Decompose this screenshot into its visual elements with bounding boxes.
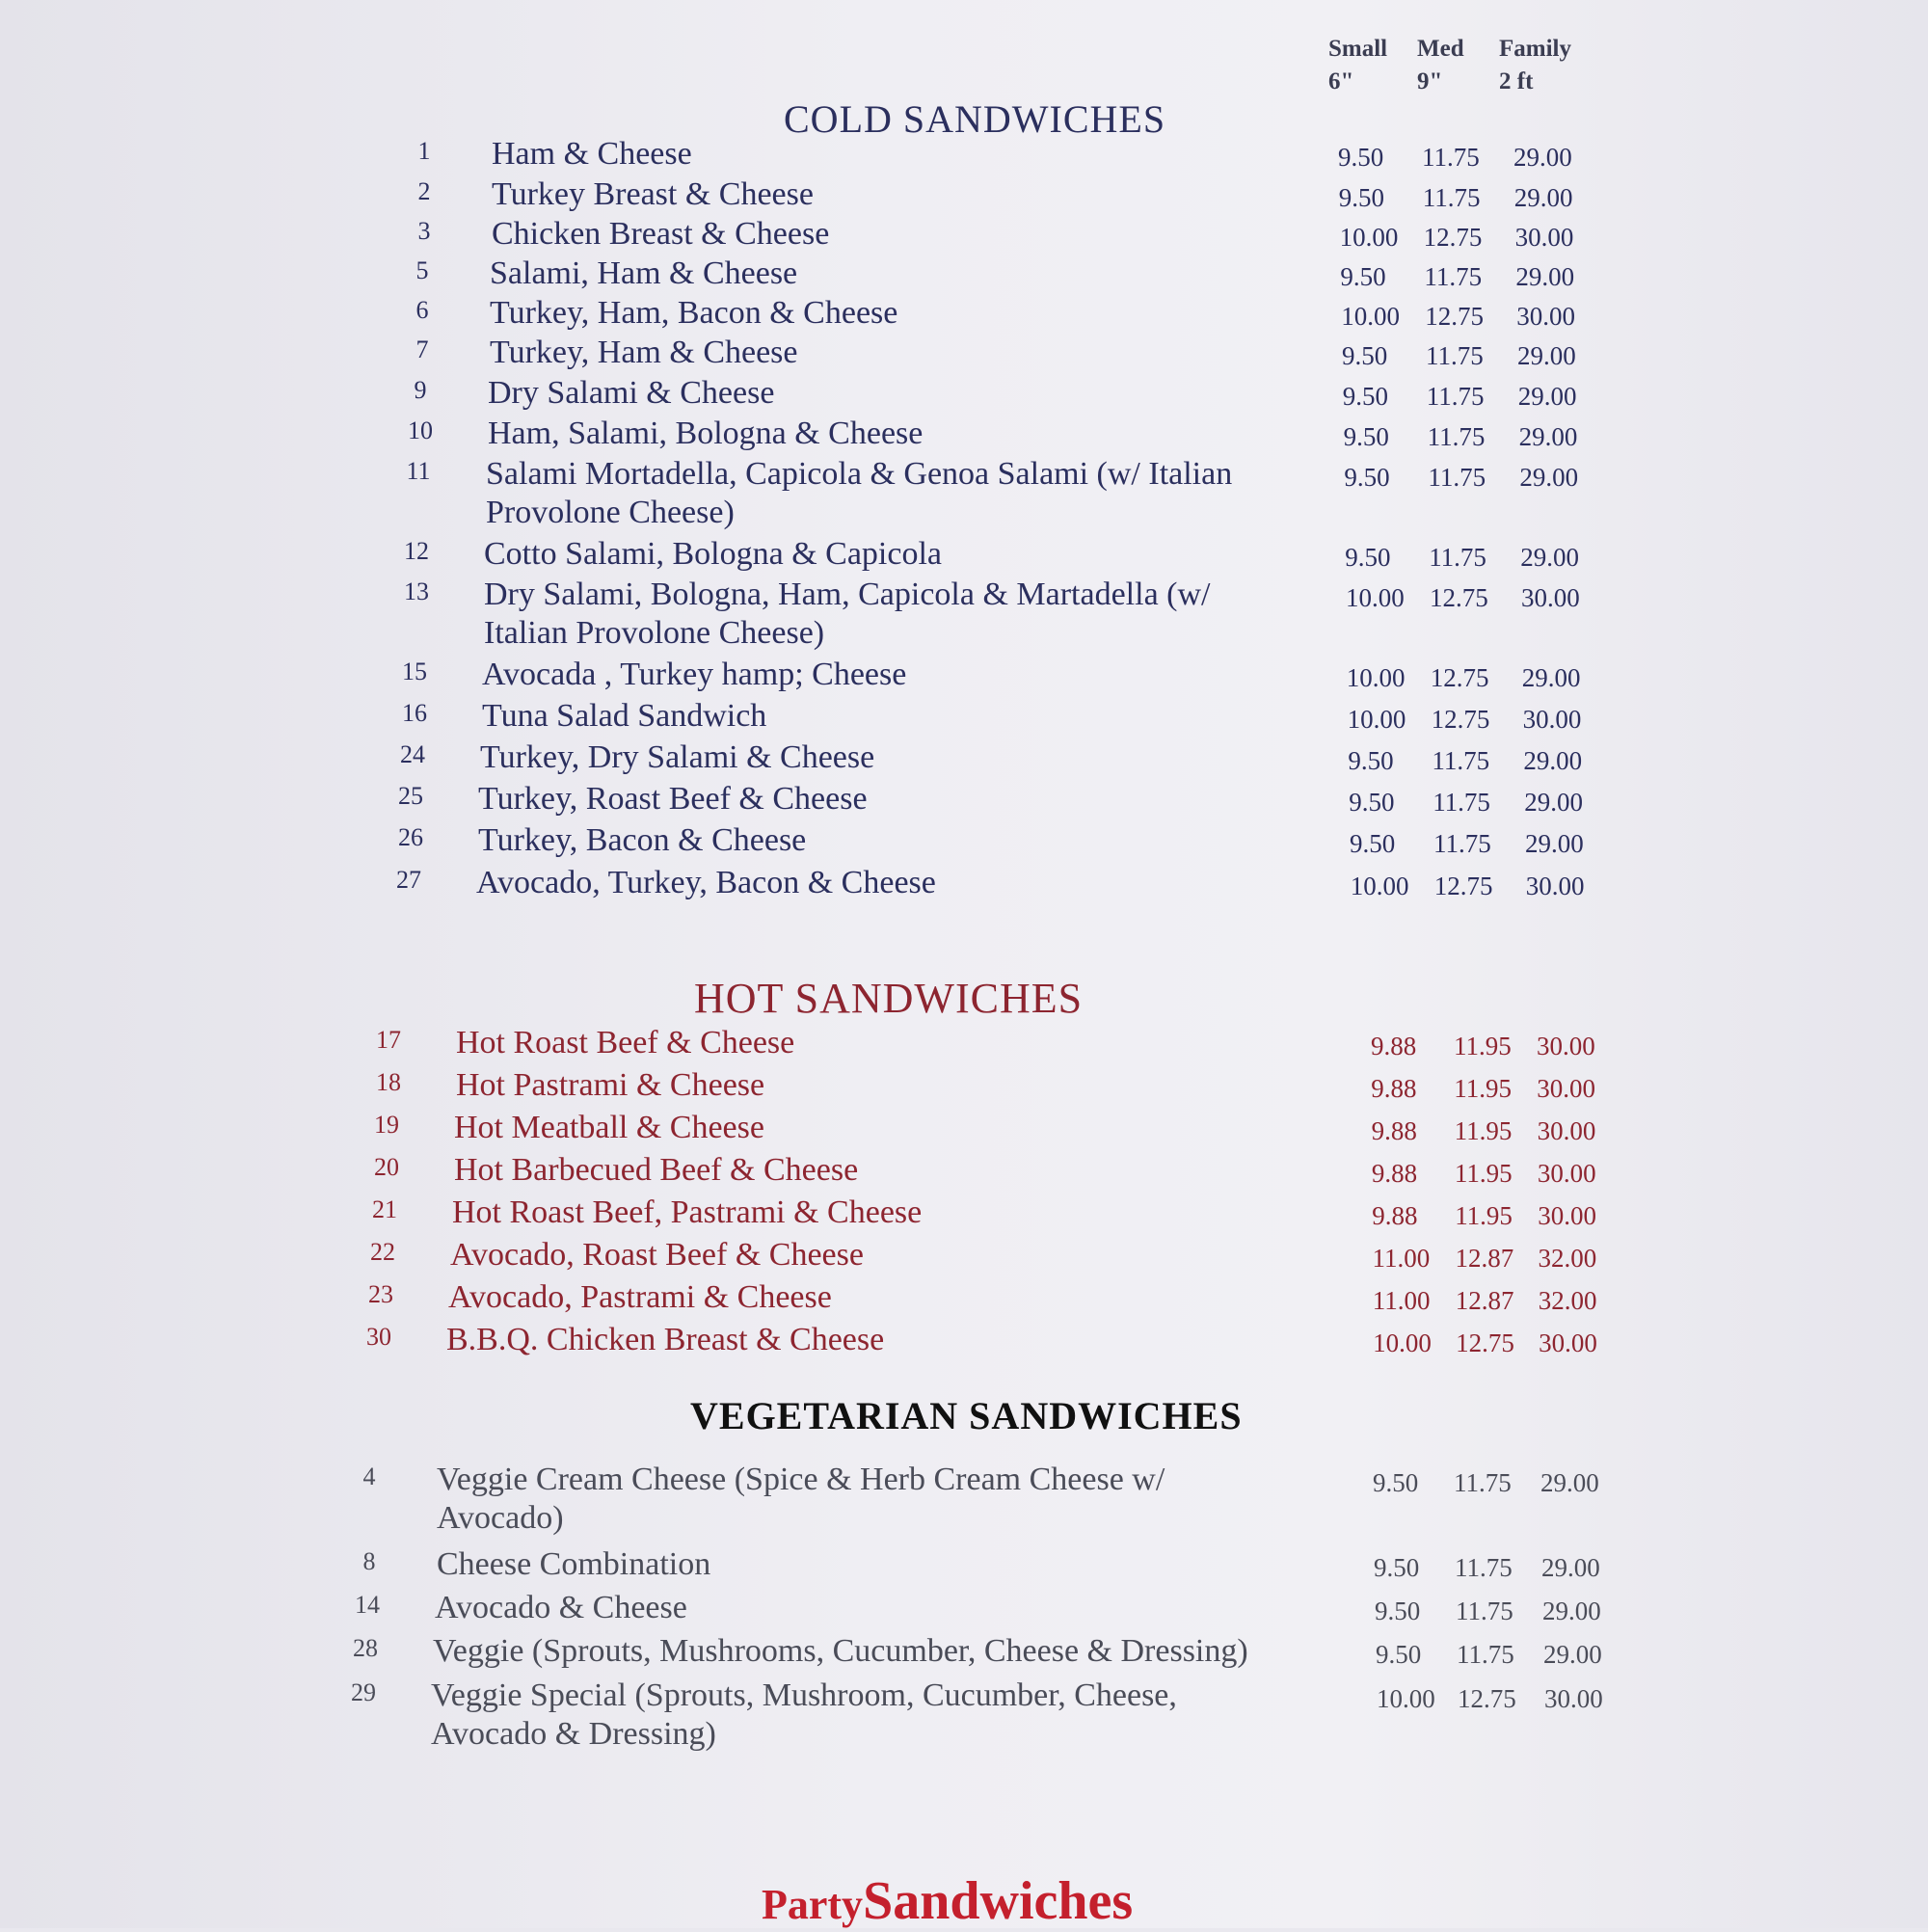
small-price: 9.88 xyxy=(1371,1116,1417,1145)
size-header-family xyxy=(1499,33,1571,98)
item-name-line: Chicken Breast & Cheese xyxy=(492,216,830,252)
family-price: 29.00 xyxy=(1520,543,1579,572)
item-name xyxy=(492,135,692,174)
item-name-line: Veggie (Sprouts, Mushrooms, Cucumber, Cheese & Dressing) xyxy=(433,1633,1248,1669)
small-price: 9.50 xyxy=(1345,543,1391,572)
family-price: 30.00 xyxy=(1516,302,1575,331)
med-price: 11.75 xyxy=(1432,746,1490,775)
item-name xyxy=(433,1632,1248,1671)
family-price: 30.00 xyxy=(1514,223,1574,252)
item-name xyxy=(482,697,766,736)
item-number: 22 xyxy=(370,1238,395,1266)
family-price: 29.00 xyxy=(1513,143,1572,172)
item-name xyxy=(476,864,936,902)
med-price: 12.75 xyxy=(1425,302,1484,331)
menu-item-row xyxy=(397,535,1639,576)
small-price: 10.00 xyxy=(1373,1328,1432,1357)
med-price: 11.95 xyxy=(1455,1201,1513,1230)
med-price: 12.75 xyxy=(1433,872,1493,900)
size-name: Family xyxy=(1499,36,1571,62)
item-name-line: Turkey, Bacon & Cheese xyxy=(478,822,807,858)
item-name xyxy=(484,535,942,574)
item-name xyxy=(492,175,814,214)
med-price: 12.75 xyxy=(1431,705,1490,734)
item-name-line: Salami Mortadella, Capicola & Genoa Salami (w/ Italian xyxy=(486,456,1233,492)
item-number: 18 xyxy=(376,1068,401,1096)
menu-item-row xyxy=(389,864,1639,904)
sandwiches-word: Sandwiches xyxy=(863,1871,1134,1931)
item-name xyxy=(478,821,806,860)
item-number: 11 xyxy=(406,457,431,485)
small-price: 11.00 xyxy=(1372,1244,1431,1273)
small-price: 10.00 xyxy=(1341,302,1400,331)
menu-item-row xyxy=(365,1194,1639,1234)
item-number: 24 xyxy=(400,740,425,768)
menu-item-row xyxy=(363,1236,1639,1276)
item-number: 21 xyxy=(372,1195,397,1223)
size-value: 2 ft xyxy=(1499,68,1534,94)
item-number: 3 xyxy=(417,217,431,245)
med-price: 11.75 xyxy=(1433,829,1491,858)
item-name-line: Cotto Salami, Bologna & Capicola xyxy=(484,536,943,572)
item-name-line: Salami, Ham & Cheese xyxy=(490,255,798,291)
menu-item-row xyxy=(391,821,1639,862)
item-name-line: Avocado & Cheese xyxy=(435,1590,687,1625)
item-number: 1 xyxy=(417,137,431,165)
menu-item-row xyxy=(399,455,1639,530)
party-sandwiches-heading xyxy=(762,1870,1133,1932)
item-name-line: Turkey Breast & Cheese xyxy=(492,176,814,212)
family-price: 30.00 xyxy=(1537,1159,1596,1188)
menu-item-row xyxy=(348,1589,1639,1629)
family-price: 30.00 xyxy=(1538,1201,1596,1230)
med-price: 11.75 xyxy=(1424,262,1483,291)
item-number: 7 xyxy=(415,335,429,363)
item-name-line: Dry Salami & Cheese xyxy=(488,375,775,411)
med-price: 11.75 xyxy=(1428,463,1486,492)
size-value: 6" xyxy=(1328,68,1354,94)
family-price: 29.00 xyxy=(1517,341,1576,370)
family-price: 30.00 xyxy=(1537,1116,1596,1145)
item-name xyxy=(454,1109,764,1147)
med-price: 12.75 xyxy=(1456,1328,1514,1357)
menu-item-row xyxy=(393,738,1639,779)
family-price: 30.00 xyxy=(1521,583,1580,612)
menu-item-row xyxy=(369,1024,1639,1064)
item-name-line: Cheese Combination xyxy=(437,1546,711,1582)
med-price: 11.75 xyxy=(1426,382,1485,411)
item-name xyxy=(482,656,906,694)
med-price: 11.95 xyxy=(1454,1032,1512,1060)
item-name-line: Avocada , Turkey hamp; Cheese xyxy=(482,657,907,692)
item-number: 14 xyxy=(355,1591,380,1619)
menu-item-row xyxy=(405,215,1639,255)
item-name xyxy=(478,780,868,818)
item-name xyxy=(480,738,874,777)
small-price: 9.50 xyxy=(1342,341,1388,370)
item-name xyxy=(456,1024,794,1062)
size-header-med xyxy=(1417,33,1464,98)
item-name-line: Provolone Cheese) xyxy=(486,495,735,530)
small-price: 9.88 xyxy=(1371,1032,1417,1060)
item-name-line: Avocado, Turkey, Bacon & Cheese xyxy=(476,865,936,900)
small-price: 11.00 xyxy=(1372,1286,1431,1315)
med-price: 11.95 xyxy=(1454,1074,1513,1103)
item-name-line: Italian Provolone Cheese) xyxy=(484,615,825,651)
menu-item-row xyxy=(395,656,1639,696)
item-name-line: Hot Meatball & Cheese xyxy=(454,1110,764,1145)
med-price: 11.95 xyxy=(1454,1159,1513,1188)
item-name xyxy=(450,1236,864,1275)
cold-section-title: COLD SANDWICHES xyxy=(784,97,1166,141)
item-name xyxy=(456,1066,764,1105)
med-price: 12.87 xyxy=(1455,1286,1514,1315)
item-name xyxy=(446,1321,884,1359)
menu-item-row xyxy=(397,576,1639,651)
vegetarian-section-title: VEGETARIAN SANDWICHES xyxy=(690,1394,1243,1437)
med-price: 11.75 xyxy=(1422,183,1481,212)
menu-item-row xyxy=(367,1151,1639,1192)
family-price: 29.00 xyxy=(1517,382,1577,411)
item-number: 5 xyxy=(415,256,429,284)
med-price: 11.75 xyxy=(1433,788,1490,817)
family-price: 29.00 xyxy=(1543,1640,1602,1669)
item-name-line: Turkey, Ham & Cheese xyxy=(490,335,798,370)
item-name-line: Turkey, Roast Beef & Cheese xyxy=(478,781,868,817)
family-price: 29.00 xyxy=(1521,663,1581,692)
item-name-line: Avocado, Roast Beef & Cheese xyxy=(450,1237,864,1273)
small-price: 9.88 xyxy=(1371,1159,1418,1188)
item-number: 26 xyxy=(398,823,423,851)
menu-item-row xyxy=(346,1632,1639,1673)
item-name xyxy=(454,1151,858,1190)
item-number: 19 xyxy=(374,1111,399,1139)
small-price: 9.88 xyxy=(1372,1201,1418,1230)
size-name: Med xyxy=(1417,36,1464,62)
med-price: 11.75 xyxy=(1457,1640,1514,1669)
item-number: 9 xyxy=(414,376,427,404)
family-price: 30.00 xyxy=(1539,1328,1597,1357)
family-price: 32.00 xyxy=(1538,1244,1597,1273)
small-price: 9.50 xyxy=(1344,463,1390,492)
hot-section-title: HOT SANDWICHES xyxy=(694,975,1084,1022)
family-price: 29.00 xyxy=(1515,262,1575,291)
small-price: 9.50 xyxy=(1374,1553,1420,1582)
family-price: 30.00 xyxy=(1522,705,1582,734)
size-name: Small xyxy=(1328,36,1388,62)
item-number: 10 xyxy=(408,416,433,444)
item-name xyxy=(488,415,923,453)
item-name xyxy=(437,1545,710,1584)
item-name xyxy=(448,1278,832,1317)
menu-item-row xyxy=(362,1278,1639,1319)
item-name-line: B.B.Q. Chicken Breast & Cheese xyxy=(446,1322,885,1357)
med-price: 12.87 xyxy=(1455,1244,1514,1273)
item-number: 6 xyxy=(415,296,429,324)
item-name xyxy=(431,1677,1177,1754)
item-number: 28 xyxy=(353,1634,378,1662)
menu-item-row xyxy=(344,1677,1639,1752)
small-price: 10.00 xyxy=(1346,583,1405,612)
item-name xyxy=(490,255,797,293)
size-header-small xyxy=(1328,33,1387,98)
family-price: 30.00 xyxy=(1537,1032,1595,1060)
med-price: 12.75 xyxy=(1430,583,1488,612)
family-price: 29.00 xyxy=(1513,183,1573,212)
family-price: 29.00 xyxy=(1540,1468,1599,1497)
item-number: 20 xyxy=(374,1153,399,1181)
family-price: 29.00 xyxy=(1541,1553,1600,1582)
family-price: 29.00 xyxy=(1524,788,1583,817)
family-price: 32.00 xyxy=(1538,1286,1597,1315)
menu-item-row xyxy=(395,697,1639,738)
med-price: 11.75 xyxy=(1422,143,1480,172)
menu-item-row xyxy=(350,1545,1639,1586)
menu-item-row xyxy=(403,294,1639,335)
small-price: 9.88 xyxy=(1371,1074,1417,1103)
item-name-line: Hot Roast Beef, Pastrami & Cheese xyxy=(452,1194,923,1230)
small-price: 10.00 xyxy=(1346,663,1406,692)
item-number: 4 xyxy=(362,1462,376,1490)
item-name-line: Hot Roast Beef & Cheese xyxy=(456,1025,795,1060)
small-price: 9.50 xyxy=(1342,382,1389,411)
item-number: 30 xyxy=(366,1323,391,1351)
party-word: Party xyxy=(762,1881,864,1928)
item-number: 2 xyxy=(417,177,431,205)
small-price: 9.50 xyxy=(1373,1468,1419,1497)
size-value: 9" xyxy=(1417,68,1443,94)
item-name-line: Veggie Cream Cheese (Spice & Herb Cream Cheese w/ xyxy=(437,1462,1165,1497)
item-name-line: Dry Salami, Bologna, Ham, Capicola & Martadella (w/ xyxy=(484,577,1211,612)
item-name xyxy=(437,1461,1165,1538)
item-name-line: Ham & Cheese xyxy=(492,136,692,172)
item-name xyxy=(490,294,897,333)
item-name-line: Hot Barbecued Beef & Cheese xyxy=(454,1152,859,1188)
med-price: 11.75 xyxy=(1427,422,1486,451)
item-name-line: Avocado) xyxy=(437,1500,564,1536)
med-price: 12.75 xyxy=(1430,663,1489,692)
item-name xyxy=(492,215,829,254)
item-name xyxy=(452,1194,922,1232)
small-price: 10.00 xyxy=(1377,1684,1435,1713)
item-number: 17 xyxy=(376,1026,401,1054)
small-price: 9.50 xyxy=(1338,183,1385,212)
item-name xyxy=(435,1589,687,1627)
family-price: 30.00 xyxy=(1525,872,1585,900)
med-price: 11.75 xyxy=(1456,1597,1513,1625)
small-price: 9.50 xyxy=(1343,422,1389,451)
small-price: 9.50 xyxy=(1375,1597,1421,1625)
menu-item-row xyxy=(360,1321,1639,1361)
menu-item-row xyxy=(369,1066,1639,1107)
small-price: 10.00 xyxy=(1350,872,1409,900)
family-price: 29.00 xyxy=(1519,463,1579,492)
family-price: 29.00 xyxy=(1525,829,1584,858)
item-name-line: Avocado, Pastrami & Cheese xyxy=(448,1279,832,1315)
small-price: 9.50 xyxy=(1376,1640,1422,1669)
item-number: 29 xyxy=(351,1678,376,1706)
item-name xyxy=(488,374,774,413)
family-price: 30.00 xyxy=(1544,1684,1603,1713)
med-price: 12.75 xyxy=(1423,223,1483,252)
item-name xyxy=(490,334,798,372)
family-price: 29.00 xyxy=(1523,746,1583,775)
small-price: 9.50 xyxy=(1349,788,1395,817)
item-number: 25 xyxy=(398,782,423,810)
family-price: 30.00 xyxy=(1537,1074,1596,1103)
item-number: 27 xyxy=(396,866,421,894)
item-number: 15 xyxy=(402,657,427,685)
menu-item-row xyxy=(405,135,1639,175)
item-name-line: Hot Pastrami & Cheese xyxy=(456,1067,765,1103)
item-name-line: Ham, Salami, Bologna & Cheese xyxy=(488,416,924,451)
menu-item-row xyxy=(405,175,1639,216)
med-price: 11.95 xyxy=(1454,1116,1513,1145)
med-price: 11.75 xyxy=(1455,1553,1513,1582)
menu-item-row xyxy=(403,334,1639,374)
family-price: 29.00 xyxy=(1518,422,1578,451)
menu-item-row xyxy=(403,255,1639,295)
item-number: 8 xyxy=(362,1547,376,1575)
item-number: 12 xyxy=(404,537,429,565)
menu-item-row xyxy=(391,780,1639,820)
item-name-line: Turkey, Dry Salami & Cheese xyxy=(480,739,875,775)
menu-item-row xyxy=(367,1109,1639,1149)
menu-item-row xyxy=(350,1461,1639,1536)
menu-item-row xyxy=(401,374,1639,415)
med-price: 12.75 xyxy=(1458,1684,1516,1713)
item-number: 16 xyxy=(402,699,427,727)
small-price: 9.50 xyxy=(1350,829,1396,858)
item-name-line: Tuna Salad Sandwich xyxy=(482,698,767,734)
item-name-line: Veggie Special (Sprouts, Mushroom, Cucumber, Cheese, xyxy=(431,1677,1177,1713)
item-name-line: Avocado & Dressing) xyxy=(431,1716,716,1752)
family-price: 29.00 xyxy=(1542,1597,1601,1625)
med-price: 11.75 xyxy=(1426,341,1484,370)
item-name xyxy=(486,455,1232,532)
item-name-line: Turkey, Ham, Bacon & Cheese xyxy=(490,295,898,331)
item-number: 13 xyxy=(404,577,429,605)
menu-item-row xyxy=(401,415,1639,455)
small-price: 9.50 xyxy=(1348,746,1394,775)
small-price: 10.00 xyxy=(1339,223,1399,252)
small-price: 10.00 xyxy=(1347,705,1406,734)
med-price: 11.75 xyxy=(1429,543,1486,572)
item-number: 23 xyxy=(368,1280,393,1308)
small-price: 9.50 xyxy=(1338,143,1384,172)
med-price: 11.75 xyxy=(1454,1468,1512,1497)
item-name xyxy=(484,576,1210,653)
small-price: 9.50 xyxy=(1340,262,1386,291)
